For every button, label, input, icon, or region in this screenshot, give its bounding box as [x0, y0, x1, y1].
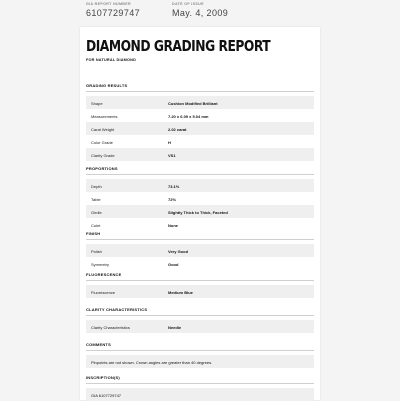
row-label: Fluorescence — [91, 289, 116, 295]
inscriptions-heading: INSCRIPTION(S) — [86, 375, 314, 384]
inscriptions-note — [86, 388, 314, 401]
row-value: Cushion Modified Brilliant — [168, 100, 218, 106]
proportions-section — [86, 166, 314, 231]
issue-date-block — [172, 2, 228, 18]
proportions-heading: PROPORTIONS — [86, 166, 314, 175]
report-subtitle: FOR NATURAL DIAMOND — [86, 58, 137, 62]
comments-text: Pinpoints are not shown. Crown angles are greater than 40 degrees. — [91, 359, 213, 365]
row-value: 7.20 x 6.09 x 5.04 mm — [168, 113, 209, 119]
clarity-characteristics-section — [86, 307, 314, 333]
report-meta-bar — [0, 0, 400, 30]
report-number-label: GIA REPORT NUMBER — [86, 2, 131, 6]
comments-heading: COMMENTS — [86, 342, 314, 351]
row-label: Culet — [91, 222, 101, 228]
row-label: Polish — [91, 248, 102, 254]
row-culet — [86, 218, 314, 231]
finish-heading: FINISH — [86, 231, 314, 240]
row-label: Shape — [91, 100, 103, 106]
row-value: VS1 — [168, 152, 176, 158]
row-value: H — [168, 139, 171, 145]
row-polish — [86, 244, 314, 257]
row-label: Carat Weight — [91, 126, 115, 132]
row-girdle — [86, 205, 314, 218]
row-label: Color Grade — [91, 139, 113, 145]
fluorescence-section — [86, 272, 314, 298]
row-label: Clarity Grade — [91, 152, 115, 158]
row-label: Depth — [91, 183, 102, 189]
row-carat-weight — [86, 122, 314, 135]
issue-date-label: DATE OF ISSUE — [172, 2, 204, 6]
finish-section — [86, 231, 314, 270]
row-value: 73.1% — [168, 183, 180, 189]
fluorescence-heading: FLUORESCENCE — [86, 272, 314, 281]
row-label: Measurements — [91, 113, 118, 119]
row-label: Symmetry — [91, 261, 109, 267]
clarity-characteristics-heading: CLARITY CHARACTERISTICS — [86, 307, 314, 316]
row-value: Slightly Thick to Thick, Faceted — [168, 209, 228, 215]
row-value: Medium Blue — [168, 289, 193, 295]
row-label: Table — [91, 196, 101, 202]
row-table — [86, 192, 314, 205]
row-label: Clarity Characteristics — [91, 324, 130, 330]
row-value: 72% — [168, 196, 177, 202]
report-card — [80, 27, 320, 400]
row-value: Needle — [168, 324, 182, 330]
comments-note — [86, 355, 314, 368]
row-value: None — [168, 222, 178, 228]
row-value: Good — [168, 261, 179, 267]
row-clarity-grade — [86, 148, 314, 161]
comments-section — [86, 342, 314, 368]
row-shape — [86, 96, 314, 109]
row-symmetry — [86, 257, 314, 270]
row-depth — [86, 179, 314, 192]
row-label: Girdle — [91, 209, 102, 215]
row-value: Very Good — [168, 248, 189, 254]
issue-date-value: May. 4, 2009 — [172, 8, 229, 18]
inscriptions-section — [86, 375, 314, 401]
row-value: 2.02 carat — [168, 126, 187, 132]
row-color-grade — [86, 135, 314, 148]
row-clarity-characteristics — [86, 320, 314, 333]
grading-results-heading: GRADING RESULTS — [86, 83, 314, 92]
grading-results-section — [86, 83, 314, 161]
report-number-value: 6107729747 — [86, 8, 141, 18]
report-number-block — [86, 2, 140, 18]
report-title: DIAMOND GRADING REPORT — [86, 37, 271, 55]
row-measurements — [86, 109, 314, 122]
row-fluorescence — [86, 285, 314, 298]
inscriptions-text: GIA 6107729747 — [91, 392, 122, 398]
